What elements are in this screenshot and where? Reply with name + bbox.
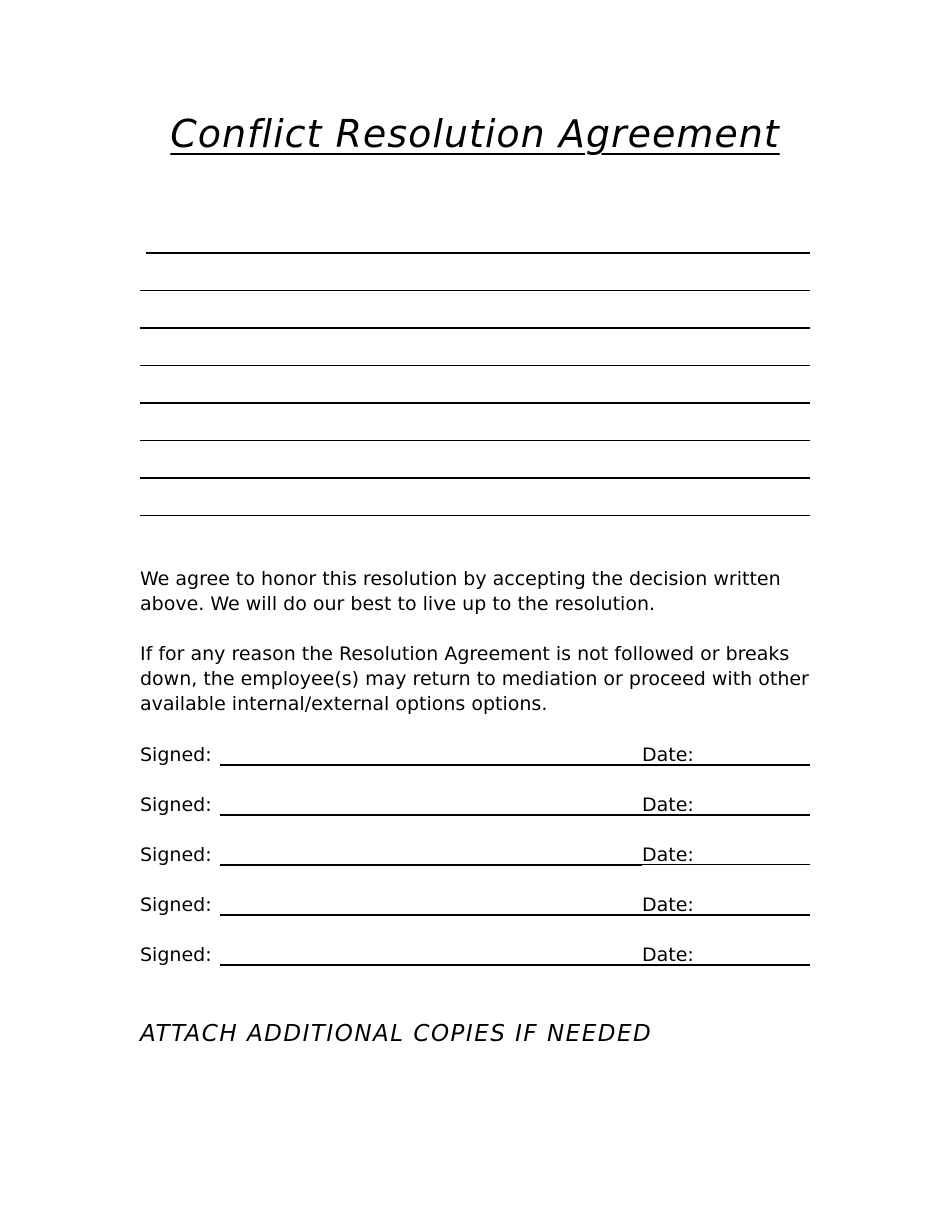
resolution-line[interactable] xyxy=(146,252,810,254)
signed-label: Signed: xyxy=(140,844,212,866)
resolution-line[interactable] xyxy=(140,515,810,516)
resolution-line[interactable] xyxy=(140,440,810,441)
signature-line[interactable] xyxy=(220,964,642,966)
date-label: Date: xyxy=(642,744,694,766)
date-line[interactable] xyxy=(642,914,810,916)
resolution-line[interactable] xyxy=(140,477,810,479)
signature-row xyxy=(140,942,810,968)
footer-note: ATTACH ADDITIONAL COPIES IF NEEDED xyxy=(140,1021,653,1047)
date-line[interactable] xyxy=(642,964,810,966)
signed-label: Signed: xyxy=(140,894,212,916)
agreement-paragraph: We agree to honor this resolution by accepting the decision written above. We will do our best to live up to the resolution. xyxy=(140,568,781,615)
date-line[interactable] xyxy=(642,814,810,816)
signature-line[interactable] xyxy=(220,814,642,816)
signature-line[interactable] xyxy=(220,914,642,916)
date-label: Date: xyxy=(642,944,694,966)
signature-row xyxy=(140,842,810,868)
date-label: Date: xyxy=(642,844,694,866)
resolution-line[interactable] xyxy=(140,365,810,366)
breakdown-paragraph: If for any reason the Resolution Agreement is not followed or breaks down, the employee(s) may return to mediation or proceed with other available internal/external options options. xyxy=(140,643,809,715)
document-title xyxy=(0,108,950,160)
date-label: Date: xyxy=(642,894,694,916)
signed-label: Signed: xyxy=(140,744,212,766)
signature-line[interactable] xyxy=(220,864,642,866)
signature-row xyxy=(140,892,810,918)
signed-label: Signed: xyxy=(140,944,212,966)
resolution-line[interactable] xyxy=(140,290,810,291)
date-line[interactable] xyxy=(642,764,810,766)
document-title-text: Conflict Resolution Agreement xyxy=(170,112,780,156)
date-label: Date: xyxy=(642,794,694,816)
signature-row xyxy=(140,792,810,818)
date-line[interactable] xyxy=(642,864,810,865)
signed-label: Signed: xyxy=(140,794,212,816)
signature-row xyxy=(140,742,810,768)
resolution-line[interactable] xyxy=(140,327,810,329)
resolution-line[interactable] xyxy=(140,402,810,404)
signature-line[interactable] xyxy=(220,764,642,766)
